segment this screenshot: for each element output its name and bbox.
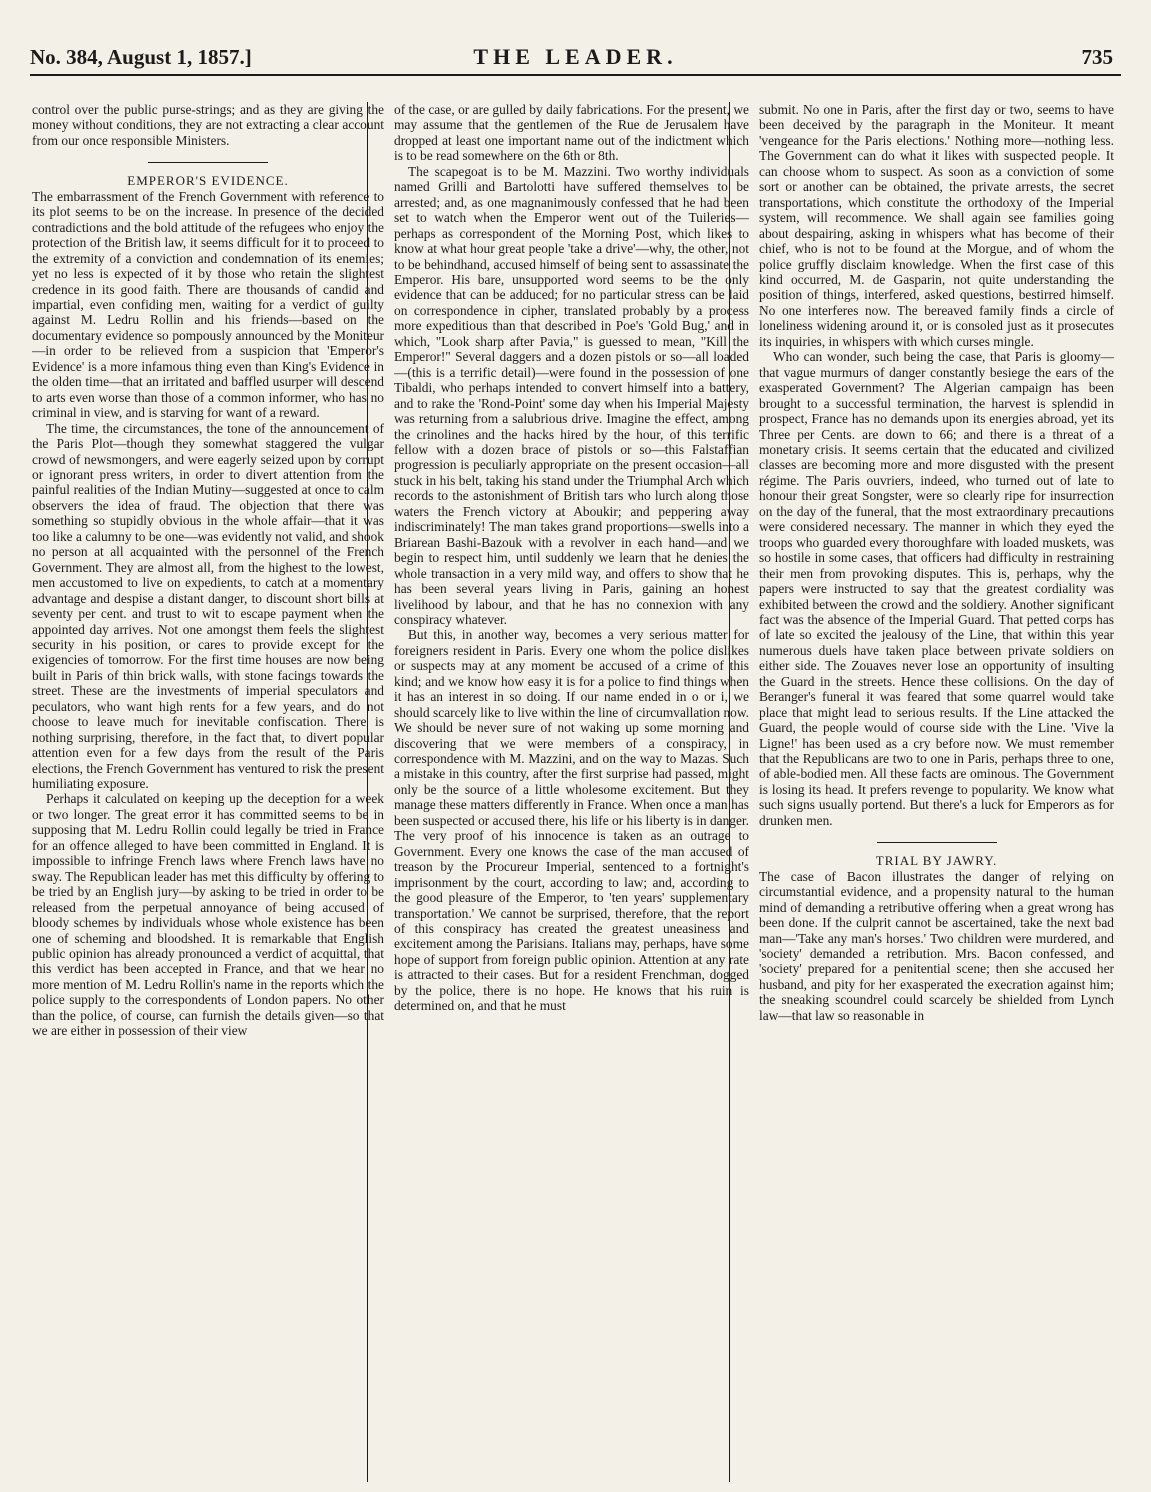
issue-dateline: No. 384, August 1, 1857.]	[30, 45, 252, 69]
article-paragraph: Who can wonder, such being the case, that Paris is gloomy—that vague murmurs of danger constantly besiege the ears of the exasperated Government? The Algerian campaign has been brought to a successful termination, the harvest is splendid in prospect, France has no demands upon its energies abroad, yet its Three per Cents. are down to 66; and there is a threat of a monetary crisis. It seems certain that the educated and civilized classes are becoming more and more disgusted with the present régime. The Paris ouvriers, indeed, who turned out of late to honour their great Songster, were so clearly ripe for insurrection on the day of the funeral, that the most extraordinary precautions were considered necessary. The manner in which they eyed the troops who guarded every thoroughfare with loaded muskets, was so hostile in some cases, that officers had difficulty in restraining their men from provoking disputes. This is, perhaps, why the papers were instructed to say that the greatest cordiality was exhibited between the crowd and the soldiery. Another significant fact was the absence of the Imperial Guard. That petted corps has of late so excited the jealousy of the Line, that within this year numerous duels have taken place between private soldiers on either side. The Zouaves never lose an opportunity of insulting the Guard in the streets. Hence these collisions. On the day of Beranger's funeral it was feared that some quarrel would take place that might lead to serious results. If the Line attacked the Guard, the people would of course side with the Line. 'Vive la Ligne!' has been used as a cry before now. We must remember that the Republicans are two to one in Paris, perhaps three to one, of able-bodied men. All these facts are ominous. The Government is losing its head. It prefers revenge to popularity. We know what such signs usually portend. But there's a luck for Emperors as for drunken men.	[759, 349, 1114, 828]
article-paragraph: Perhaps it calculated on keeping up the deception for a week or two longer. The great error it has committed seems to be in supposing that M. Ledru Rollin could legally be tried in France for an offence alleged to have been committed in England. It is impossible to infringe French laws where French laws have no sway. The Republican leader has met this difficulty by offering to be tried by an English jury—by asking to be tried in order to be released from the perpetual annoyance of being accused of bloody schemes by individuals whose whole existence has been one of scheming and bloodshed. It is remarkable that English public opinion has already pronounced a verdict of acquittal, that this verdict has been accepted in France, and that we hear no more mention of M. Ledru Rollin's name in the reports which the police supply to the correspondents of London papers. No other than the police, of course, can furnish the details given—so that we are either in possession of their view	[32, 791, 384, 1039]
article-heading-trial-by-jawry: TRIAL BY JAWRY.	[875, 853, 998, 869]
article-paragraph: The case of Bacon illustrates the danger of relying on circumstantial evidence, and a propensity natural to the human mind of demanding a retributive offering when a great wrong has been done. If the culprit cannot be ascertained, take the next bad man—'Take any man's horses.' Two children were murdered, and 'society' demanded a retribution. Mrs. Bacon confessed, and 'society' prepared for a penitential scene; then she accused her husband, and pity for her exasperated the execration against him; the sneaking scoundrel could scarcely be shielded from Lynch law—that law so reasonable in	[759, 868, 1114, 1023]
column-1	[32, 102, 384, 1487]
newspaper-title: THE LEADER.	[473, 44, 678, 69]
article-paragraph: submit. No one in Paris, after the first day or two, seems to have been deceived by the paragraph in the Moniteur. It meant 'vengeance for the Paris elections.' Nothing more—nothing less. The Government can do what it likes with suspected people. It can choose whom to suspect. As soon as a conviction of some sort or another can be obtained, the private arrests, the secret transportations, which constitute the orthodoxy of the Imperial system, will recommence. We shall again see families going about despairing, asking in whispers what has become of their chief, who is not to be found at the Morgue, and of whom the police gruffly disclaim knowledge. When the first case of this kind occurred, M. de Gasparin, not quite understanding the position of things, interfered, asked questions, bestirred himself. No one interferes now. The bereaved family finds a circle of loneliness widening around it, or is consoled just as it prosecutes its inquiries, in whispers with which curses mingle.	[759, 102, 1114, 349]
column-3	[759, 102, 1114, 1487]
column-2	[394, 102, 749, 1487]
article-paragraph: of the case, or are gulled by daily fabrications. For the present, we may assume that the gentlemen of the Rue de Jerusalem have dropped at least one important name out of the indictment which is to be read somewhere on the 6th or 8th.	[394, 102, 749, 164]
section-divider	[877, 842, 997, 843]
section-divider	[148, 162, 268, 163]
continued-paragraph: control over the public purse-strings; and as they are giving the money without conditions, they are not extracting a clear account from our once responsible Ministers.	[32, 102, 384, 148]
article-paragraph: But this, in another way, becomes a very serious matter for foreigners resident in Paris. Every one whom the police dislikes or suspects may at any moment be accused of a crime of this kind; and we know how easy it is for a police to find things when it has an interest in so doing. If our name ended in o or i, we should scarcely like to live within the line of circumvallation now. We should be never sure of not waking up some morning and discovering that we were members of a conspiracy, in correspondence with M. Mazzini, and on the way to Mazas. Such a mistake in this country, after the first surprise had passed, might only be the source of a little wholesome excitement. But they manage these matters differently in France. When once a man has been suspected or accused there, his life or his liberty is in danger. The very proof of his innocence is taken as an outrage to Government. Every one knows the case of the man accused of treason by the Procureur Imperial, sentenced to a fortnight's imprisonment by the court, according to law; and, according to the good pleasure of the Emperor, to 'ten years' supplementary transportation.' We cannot be surprised, therefore, that the report of this conspiracy has created the greatest uneasiness and excitement among the Parisians. Italians may, perhaps, have some hope of support from foreign public opinion. Attention at any rate is attracted to their cases. But for a resident Frenchman, dogged by the police, there is no hope. He knows that his ruin is determined on, and that he must	[394, 627, 749, 1014]
page-number: 735	[1081, 45, 1113, 69]
article-columns	[32, 102, 1117, 1487]
article-paragraph: The embarrassment of the French Government with reference to its plot seems to be on the increase. In presence of the decided contradictions and the bold attitude of the refugees who enjoy the protection of the British law, it seems difficult for it to proceed to the extremity of a conviction and condemnation of its enemies; yet no less is expected of it by those who retain the slightest credence in its good faith. There are thousands of candid and impartial, even confiding men, waiting for a verdict of guilty against M. Ledru Rollin and his friends—based on the documentary evidence so pompously announced by the Moniteur—in order to be relieved from a suspicion that 'Emperor's Evidence' is a more infamous thing even than King's Evidence in the olden time—that an irritated and baffled usurper will descend to arts even worse than those of a common informer, who has no criminal in view, and is starving for want of a reward.	[32, 188, 384, 421]
article-heading-emperors-evidence: EMPEROR'S EVIDENCE.	[127, 173, 289, 189]
masthead	[30, 44, 1121, 76]
article-paragraph: The time, the circumstances, the tone of the announcement of the Paris Plot—though they somewhat staggered the vulgar crowd of newsmongers, and were eagerly seized upon by corrupt or ignorant press writers, in order to divert attention from the painful realities of the Indian Mutiny—suggested at once to calm observers the idea of fraud. The objection that there was something so stupidly obvious in the whole affair—that it was too like a calumny to be one—was evidently not valid, and shook no person at all acquainted with the personnel of the French Government. They are almost all, from the highest to the lowest, men accustomed to live on expedients, to catch at a momentary advantage and despise a distant danger, to discount short bills at seventy per cent. and trust to wit to escape payment when the appointed day arrives. Not one amongst them feels the slightest security in his position, or cares to provide except for the exigencies of tomorrow. For the first time houses are now being built in Paris of thin brick walls, with stone facings towards the street. These are the investments of imperial speculators and peculators, who want high rents for a few years, and do not choose to leave much for inevitable confiscation. There is nothing surprising, therefore, in the fact that, to divert popular attention even for a few days from the result of the Paris elections, the French Government has ventured to risk the present humiliating exposure.	[32, 420, 384, 792]
article-paragraph: The scapegoat is to be M. Mazzini. Two worthy individuals named Grilli and Bartolotti have suffered themselves to be arrested; and, as one magnanimously confessed that he had been set to watch when the Emperor went out of the Tuileries—perhaps as correspondent of the Morning Post, which likes to know at what hour great people 'take a drive'—why, the other, not to be behindhand, accused himself of being sent to assassinate the Emperor. His bare, unsupported word seems to be the only evidence that can be adduced; for no particular stress can be laid on correspondence in cipher, translated probably by a process more expeditious than that described in Poe's 'Gold Bug,' and in which, "Look sharp after Pavia," is guessed to mean, "Kill the Emperor!" Several daggers and a dozen pistols or so—all loaded—(this is a terrific detail)—were found in the possession of one Tibaldi, who perhaps intended to convert himself into a battery, and to rake the 'Rond-Point' some day when his Imperial Majesty was returning from a salubrious drive. Imagine the effect, among the crinolines and the hacks hired by the hour, of this terrific fellow with a dozen brace of pistols or so—this Falstaffian progression is peculiarly appropriate on the present occasion—all stuck in his belt, taking his stand under the Triumphal Arch which records to the astonishment of British tars who lurch along those waters the French victory at Aboukir; and peppering away indiscriminately! The man takes grand proportions—swells into a Briarean Bashi-Bazouk with a revolver in each hand—and we begin to respect him, until suddenly we learn that he denies the whole transaction in a very mild way, and offers to show that he has been several years living in Paris, gaining an honest livelihood by labour, and that he has no connexion with any conspiracy whatever.	[394, 163, 749, 627]
